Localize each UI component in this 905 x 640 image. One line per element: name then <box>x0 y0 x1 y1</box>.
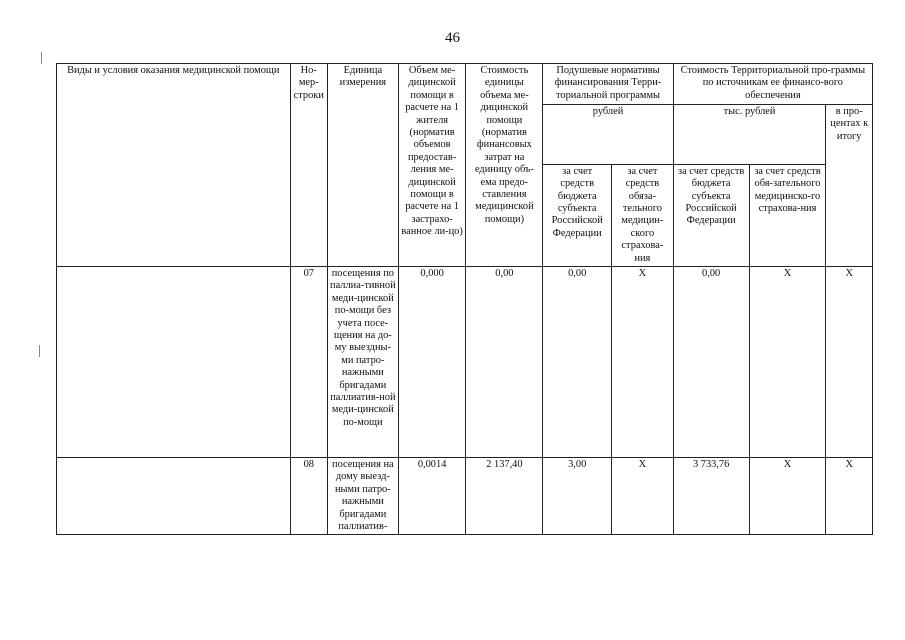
table-row <box>57 458 873 535</box>
header-oms: за счет средств обя-зательного медицинско-го страхова-ния <box>749 164 826 266</box>
cell-prog-budget: 3 733,76 <box>673 458 749 535</box>
cell-prog-oms: X <box>749 267 826 458</box>
cell-pc-oms: X <box>612 458 674 535</box>
header-cost: Стоимость единицы объема ме-дицинской помощи (норматив финансовых затрат на единицу объ-ема предо-ставления медицинской помощи) <box>466 64 543 267</box>
cell-kind <box>57 267 291 458</box>
cell-volume: 0,0014 <box>398 458 466 535</box>
cell-percent: X <box>826 267 873 458</box>
header-rubles: рублей <box>543 105 673 165</box>
cell-cost: 0,00 <box>466 267 543 458</box>
header-unit: Единица измерения <box>327 64 398 267</box>
header-budget: за счет средств бюджета субъекта Российской Федерации <box>543 164 612 266</box>
cell-row-no: 08 <box>290 458 327 535</box>
cell-row-no: 07 <box>290 267 327 458</box>
header-kinds: Виды и условия оказания медицинской помощи <box>57 64 291 267</box>
cell-unit: посещения по паллиа-тивной меди-цинской по-мощи без учета посе-щения на до-му выездны-ми патро-нажными бригадами паллиатив-ной меди-цинской по-мощи <box>327 267 398 458</box>
cell-prog-budget: 0,00 <box>673 267 749 458</box>
cell-prog-oms: X <box>749 458 826 535</box>
financing-table <box>56 63 873 535</box>
cell-pc-budget: 3,00 <box>543 458 612 535</box>
table-row <box>57 267 873 458</box>
cell-volume: 0,000 <box>398 267 466 458</box>
header-per-capita: Подушевые нормативы финансирования Терри-ториальной программы <box>543 64 673 105</box>
header-row-no: Но-мер-строки <box>290 64 327 267</box>
margin-mark <box>41 52 42 64</box>
cell-kind <box>57 458 291 535</box>
cell-unit: посещения на дому выезд-ными патро-нажными бригадами паллиатив- <box>327 458 398 535</box>
page-number: 46 <box>445 30 460 46</box>
margin-mark <box>39 345 40 357</box>
cell-pc-budget: 0,00 <box>543 267 612 458</box>
header-oms: за счет средств обяза-тельного медицин-ского страхова-ния <box>612 164 674 266</box>
header-row <box>57 64 873 105</box>
header-volume: Объем ме-дицинской помощи в расчете на 1 жителя (норматив объемов предостав-ления ме-дицинской помощи в расчете на 1 застрахо-ванное ли-цо) <box>398 64 466 267</box>
header-thousand-rubles: тыс. рублей <box>673 105 826 165</box>
cell-cost: 2 137,40 <box>466 458 543 535</box>
cell-pc-oms: X <box>612 267 674 458</box>
header-budget: за счет средств бюджета субъекта Российской Федерации <box>673 164 749 266</box>
cell-percent: X <box>826 458 873 535</box>
header-program-cost: Стоимость Территориальной про-граммы по источникам ее финансо-вого обеспечения <box>673 64 872 105</box>
header-percent: в про-центах к итогу <box>826 105 873 267</box>
